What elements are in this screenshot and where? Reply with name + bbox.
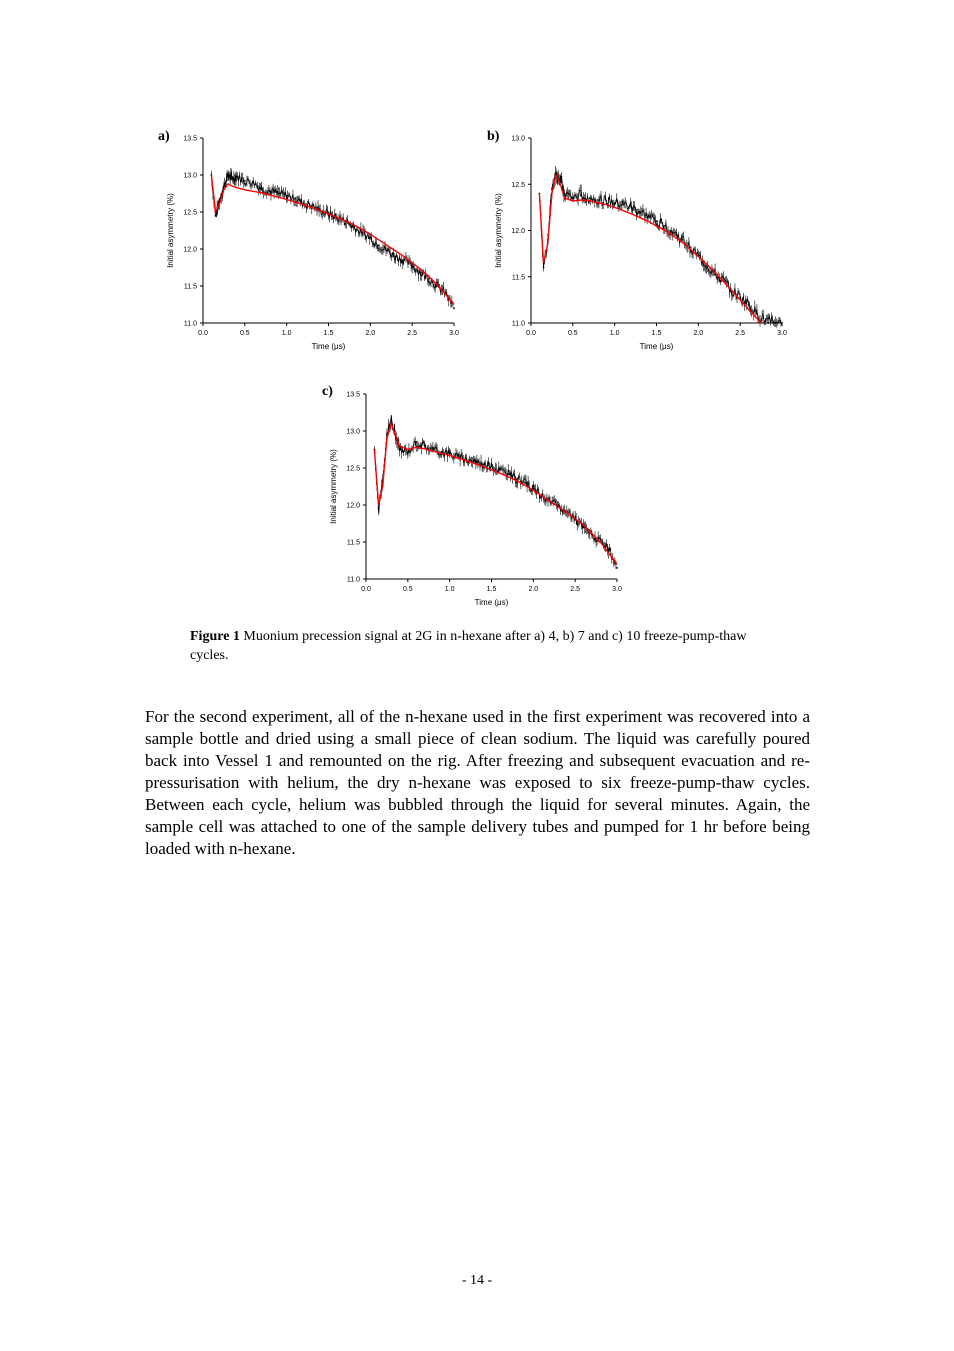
data-point — [378, 508, 380, 510]
x-tick-label: 1.0 — [609, 330, 620, 337]
caption-text: Muonium precession signal at 2G in n-hexane after a) 4, b) 7 and c) 10 freeze-pump-thaw cycles. — [190, 629, 747, 663]
x-tick-label: 3.0 — [449, 330, 459, 337]
data-point — [616, 567, 618, 569]
x-tick-label: 3.0 — [777, 330, 787, 337]
body-paragraph: For the second experiment, all of the n-hexane used in the first experiment was recovered into a sample bottle and dried using a small piece of clean sodium. The liquid was carefully poured back into Vessel 1 and remounted on the rig. After freezing and subsequent evacuation and re-pressurisation with helium, the dry n-hexane was exposed to six freeze-pump-thaw cycles. Between each cycle, helium was bubbled through the liquid for several minutes. Again, the sample cell was attached to one of the sample delivery tubes and pumped for 1 hr before being loaded with n-hexane. — [145, 707, 810, 858]
y-tick-label: 12.5 — [511, 181, 525, 189]
data-point — [608, 549, 610, 551]
y-axis-label: Initial asymmetry (%) — [329, 449, 338, 524]
page-number: - 14 - — [461, 1273, 493, 1288]
data-trace — [374, 418, 616, 565]
x-tick-label: 1.0 — [281, 330, 292, 337]
y-tick-label: 11.5 — [346, 539, 360, 547]
y-axis-label: Initial asymmetry (%) — [166, 193, 175, 268]
data-point — [399, 449, 401, 451]
x-tick-label: 2.5 — [570, 586, 581, 593]
x-tick-label: 2.5 — [735, 330, 746, 337]
x-tick-label: 1.5 — [486, 586, 497, 593]
x-tick-label: 1.5 — [323, 330, 334, 337]
y-tick-label: 13.0 — [511, 135, 525, 143]
x-tick-label: 0.5 — [567, 330, 578, 337]
x-tick-label: 0.0 — [198, 330, 208, 337]
y-tick-label: 11.5 — [511, 274, 525, 282]
data-point — [499, 469, 501, 471]
y-tick-label: 12.5 — [346, 465, 360, 473]
x-axis-label: Time (μs) — [639, 342, 674, 351]
x-tick-label: 1.0 — [444, 586, 455, 593]
y-tick-label: 13.5 — [346, 391, 360, 399]
y-tick-label: 13.5 — [183, 135, 197, 143]
fit-line — [374, 424, 617, 565]
data-point — [424, 445, 426, 447]
x-tick-label: 0.5 — [402, 586, 413, 593]
data-point — [390, 419, 392, 421]
y-tick-label: 11.0 — [511, 320, 525, 328]
data-point — [415, 441, 417, 443]
y-tick-label: 11.5 — [183, 283, 197, 291]
y-tick-label: 12.5 — [183, 209, 197, 217]
data-point — [449, 452, 451, 454]
panel-label-a: a) — [158, 129, 170, 144]
figure-caption — [190, 627, 780, 665]
panel-label-b: b) — [487, 129, 500, 144]
data-point — [507, 473, 509, 475]
x-tick-label: 2.5 — [407, 330, 418, 337]
x-tick-label: 2.0 — [528, 586, 539, 593]
panel-label-c: c) — [322, 384, 333, 399]
y-tick-label: 11.0 — [183, 320, 197, 328]
y-tick-label: 12.0 — [511, 228, 525, 235]
x-axis-label: Time (μs) — [311, 342, 346, 351]
x-tick-label: 2.0 — [693, 330, 704, 337]
y-tick-label: 11.0 — [346, 576, 360, 584]
x-tick-label: 0.0 — [526, 330, 536, 337]
y-tick-label: 12.0 — [346, 502, 360, 510]
y-tick-label: 13.0 — [346, 428, 360, 436]
x-tick-label: 1.5 — [651, 330, 662, 337]
data-point — [474, 460, 476, 462]
x-axis-label: Time (μs) — [474, 598, 509, 607]
x-tick-label: 2.0 — [365, 330, 376, 337]
data-point — [491, 466, 493, 468]
y-tick-label: 13.0 — [183, 172, 197, 180]
data-point — [482, 463, 484, 465]
caption-label: Figure 1 — [190, 629, 240, 644]
x-tick-label: 3.0 — [612, 586, 622, 593]
y-axis-label: Initial asymmetry (%) — [494, 193, 503, 268]
data-point — [407, 451, 409, 453]
x-tick-label: 0.5 — [239, 330, 250, 337]
y-tick-label: 12.0 — [183, 246, 197, 254]
data-point — [524, 482, 526, 484]
x-tick-label: 0.0 — [361, 586, 371, 593]
